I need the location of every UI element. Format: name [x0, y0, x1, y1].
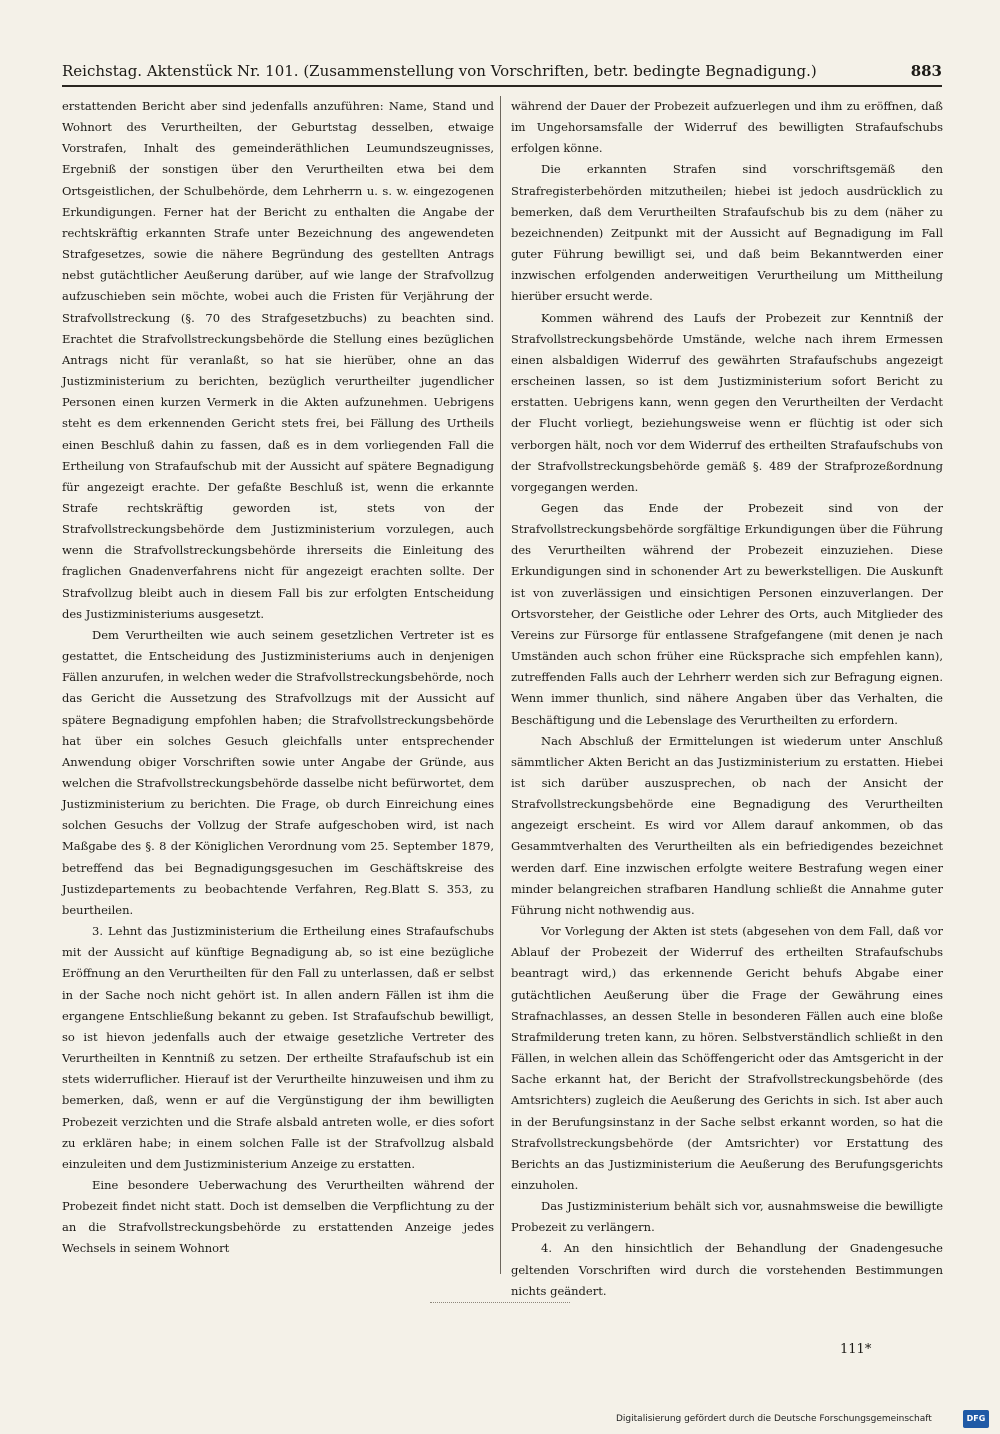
paragraph: während der Dauer der Probezeit aufzuerlegen und ihm zu eröffnen, daß im Ungehorsamsfalle der Widerruf des bewilligten Strafaufschubs erfolgen könne.	[511, 99, 943, 156]
left-column	[62, 96, 494, 1260]
right-column	[511, 96, 943, 1302]
paragraph: Vor Vorlegung der Akten ist stets (abgesehen von dem Fall, daß vor Ablauf der Probezeit der Widerruf des ertheilten Strafaufschubs beantragt wird,) das erkennende Gericht behufs Abgabe einer gutächtlichen Aeußerung über die Frage der Gewährung eines Strafnachlasses, an dessen Stelle in besonderen Fällen auch eine bloße Strafmilderung treten kann, zu hören. Selbstverständlich schließt in den Fällen, in welchen allein das Schöffengericht oder das Amtsgericht in der Sache erkannt hat, der Bericht der Strafvollstreckungsbehörde (des Amtsrichters) zugleich die Aeußerung des Gerichts in sich. Ist aber auch in der Berufungsinstanz in der Sache selbst erkannt worden, so hat die Strafvollstreckungsbehörde (der Amtsrichter) vor Erstattung des Berichts an das Justizministerium die Aeußerung des Berufungsgerichts einzuholen.	[511, 924, 943, 1192]
page-number: 883	[910, 62, 942, 80]
paragraph: Gegen das Ende der Probezeit sind von der Strafvollstreckungsbehörde sorgfältige Erkundigungen über die Führung des Verurtheilten während der Probezeit einzuziehen. Diese Erkundigungen sind in schonender Art zu bewerkstelligen. Die Auskunft ist von zuverlässigen und einsichtigen Personen einzuverlangen. Der Ortsvorsteher, der Geistliche oder Lehrer des Orts, auch Mitglieder des Vereins zur Fürsorge für entlassene Strafgefangene (mit denen je nach Umständen auch schon früher eine Rücksprache sich empfehlen kann), zutreffenden Falls auch der Lehrherr werden sich zur Befragung eignen. Wenn immer thunlich, sind nähere Angaben über das Verhalten, die Beschäftigung und die Lebenslage des Verurtheilten zu erfordern.	[511, 500, 943, 727]
header-rule	[62, 85, 942, 87]
paragraph: Eine besondere Ueberwachung des Verurtheilten während der Probezeit findet nicht statt. Doch ist demselben die Verpflichtung zu der an die Strafvollstreckungsbehörde zu erstattenden Anzeige jedes Wechsels in seinem Wohnort	[62, 1177, 494, 1256]
paragraph: erstattenden Bericht aber sind jedenfalls anzuführen: Name, Stand und Wohnort des Verurtheilten, der Geburtstag desselben, etwaige Vorstrafen, Inhalt des gemeinderäthlichen Leumundszeugnisses, Ergebniß der sonstigen über den Verurtheilten etwa bei dem Ortsgeistlichen, der Schulbehörde, dem Lehrherrn u. s. w. eingezogenen Erkundigungen. Ferner hat der Bericht zu enthalten die Angabe der rechtskräftig erkannten Strafe unter Bezeichnung des angewendeten Strafgesetzes, sowie die nähere Begründung des gestellten Antrags nebst gutächtlicher Aeußerung darüber, auf wie lange der Strafvollzug aufzuschieben sein möchte, wobei auch die Fristen für Verjährung der Strafvollstreckung (§. 70 des Strafgesetzbuchs) zu beachten sind. Erachtet die Strafvollstreckungsbehörde die Stellung eines bezüglichen Antrags nicht für veranlaßt, so hat sie hierüber, ohne an das Justizministerium zu berichten, bezüglich verurtheilter jugendlicher Personen einen kurzen Vermerk in die Akten aufzunehmen. Uebrigens steht es dem erkennenden Gericht stets frei, bei Fällung des Urtheils einen Beschluß dahin zu fassen, daß es in dem vorliegenden Fall die Ertheilung von Strafaufschub mit der Aussicht auf spätere Begnadigung für angezeigt erachte. Der gefaßte Beschluß ist, wenn die erkannte Strafe rechtskräftig geworden ist, stets von der Strafvollstreckungsbehörde dem Justizministerium vorzulegen, auch wenn die Strafvollstreckungsbehörde ihrerseits die Einleitung des fraglichen Gnadenverfahrens nicht für angezeigt erachten sollte. Der Strafvollzug bleibt auch in diesem Fall bis zur erfolgten Entscheidung des Justizministeriums ausgesetzt.	[62, 99, 494, 621]
paragraph: Nach Abschluß der Ermittelungen ist wiederum unter Anschluß sämmtlicher Akten Bericht an das Justizministerium zu erstatten. Hiebei ist sich darüber auszusprechen, ob nach der Ansicht der Strafvollstreckungsbehörde eine Begnadigung des Verurtheilten angezeigt erscheint. Es wird vor Allem darauf ankommen, ob das Gesammtverhalten des Verurtheilten als ein befriedigendes bezeichnet werden darf. Eine inzwischen erfolgte weitere Bestrafung wegen einer minder belangreichen strafbaren Handlung schließt die Annahme guter Führung nicht nothwendig aus.	[511, 733, 943, 917]
paragraph: Das Justizministerium behält sich vor, ausnahmsweise die bewilligte Probezeit zu verlängern.	[511, 1199, 943, 1235]
section-end-rule	[430, 1302, 570, 1303]
paragraph: Dem Verurtheilten wie auch seinem gesetzlichen Vertreter ist es gestattet, die Entscheidung des Justizministeriums auch in denjenigen Fällen anzurufen, in welchen weder die Strafvollstreckungsbehörde, noch das Gericht die Aussetzung des Strafvollzugs mit der Aussicht auf spätere Begnadigung empfohlen haben; die Strafvollstreckungsbehörde hat über ein solches Gesuch gleichfalls unter entsprechender Anwendung obiger Vorschriften sowie unter Angabe der Gründe, aus welchen die Strafvollstreckungsbehörde dasselbe nicht befürwortet, dem Justizministerium zu berichten. Die Frage, ob durch Einreichung eines solchen Gesuchs der Vollzug der Strafe aufgeschoben wird, ist nach Maßgabe des §. 8 der Königlichen Verordnung vom 25. September 1879, betreffend das bei Begnadigungsgesuchen im Geschäftskreise des Justizdepartements zu beobachtende Verfahren, Reg.Blatt S. 353, zu beurtheilen.	[62, 627, 494, 917]
running-head	[62, 60, 942, 82]
paragraph: Die erkannten Strafen sind vorschriftsgemäß den Strafregisterbehörden mitzutheilen; hiebei ist jedoch ausdrücklich zu bemerken, daß dem Verurtheilten Strafaufschub bis zu dem (näher zu bezeichnenden) Zeitpunkt mit der Aussicht auf Begnadigung im Fall guter Führung bewilligt sei, und daß beim Bekanntwerden einer inzwischen erfolgenden anderweitigen Verurtheilung um Mittheilung hierüber ersucht werde.	[511, 162, 943, 304]
column-divider	[500, 96, 501, 1274]
paragraph: 4. An den hinsichtlich der Behandlung der Gnadengesuche geltenden Vorschriften wird durch die vorstehenden Bestimmungen nichts geändert.	[511, 1241, 943, 1298]
footer-credit: Digitalisierung gefördert durch die Deutsche Forschungsgemeinschaft	[616, 1414, 932, 1424]
dfg-logo: DFG	[963, 1410, 989, 1428]
paragraph: 3. Lehnt das Justizministerium die Ertheilung eines Strafaufschubs mit der Aussicht auf künftige Begnadigung ab, so ist eine bezügliche Eröffnung an den Verurtheilten für den Fall zu unterlassen, daß er selbst in der Sache noch nicht gehört ist. In allen andern Fällen ist ihm die ergangene Entschließung bekannt zu geben. Ist Strafaufschub bewilligt, so ist hievon jedenfalls auch der etwaige gesetzliche Vertreter des Verurtheilten in Kenntniß zu setzen. Der ertheilte Strafaufschub ist ein stets widerruflicher. Hierauf ist der Verurtheilte hinzuweisen und ihm zu bemerken, daß, wenn er auf die Vergünstigung der ihm bewilligten Probezeit verzichten und die Strafe alsbald antreten wolle, er dies sofort zu erklären habe; in einem solchen Falle ist der Strafvollzug alsbald einzuleiten und dem Justizministerium Anzeige zu erstatten.	[62, 924, 494, 1171]
paragraph: Kommen während des Laufs der Probezeit zur Kenntniß der Strafvollstreckungsbehörde Umstände, welche nach ihrem Ermessen einen alsbaldigen Widerruf des gewährten Strafaufschubs angezeigt erscheinen lassen, so ist dem Justizministerium sofort Bericht zu erstatten. Uebrigens kann, wenn gegen den Verurtheilten der Verdacht der Flucht vorliegt, beziehungsweise wenn er flüchtig ist oder sich verborgen hält, noch vor dem Widerruf des ertheilten Strafaufschubs von der Strafvollstreckungsbehörde gemäß §. 489 der Strafprozeßordnung vorgegangen werden.	[511, 310, 943, 494]
signature-mark: 111*	[840, 1342, 872, 1357]
running-head-title: Reichstag. Aktenstück Nr. 101. (Zusammenstellung von Vorschriften, betr. bedingte Begnadigung.)	[62, 62, 817, 80]
